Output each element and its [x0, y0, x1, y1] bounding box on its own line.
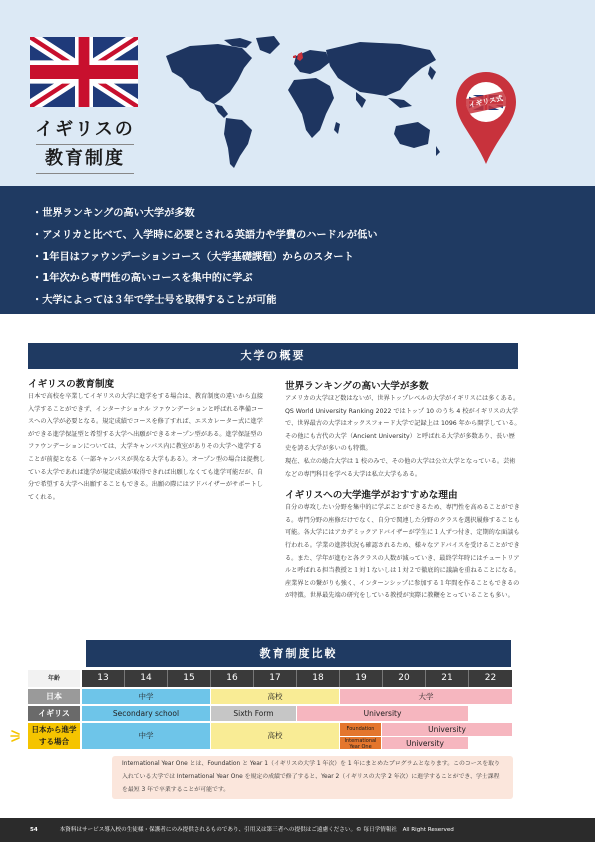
japan-high-school: 高校: [211, 689, 340, 704]
pathway-university-after-iyo: University: [382, 736, 469, 749]
pathway-middle-school: 中学: [82, 723, 211, 749]
page-footer: [0, 818, 595, 842]
age-cell: 13: [82, 670, 125, 687]
uk-secondary-school: Secondary school: [82, 706, 211, 721]
international-year-one-note: International Year One とは、Foundation と Year 1（イギリスの大学 1 年次）を 1 年にまとめたプログラムとなります。このコースを取り入れている大学では International Year One を規定の成績で修了すると、Year 2（イギリスの大学 2 年次）に進学することができ、学士課程を最短 3 年で卒業することが可能です。: [112, 756, 513, 799]
copyright-text: 本資料はサービス導入校の生徒様・保護者にのみ提供されるものであり、引用又は第三者への提供はご遠慮ください。© 毎日学情報社 All Right Reserved: [59, 827, 454, 833]
pathway-high-school: 高校: [211, 723, 340, 749]
age-cell: 22: [469, 670, 512, 687]
title-divider: [36, 144, 134, 145]
row-label-japan: 日本: [28, 689, 80, 704]
comparison-heading: 教育制度比較: [86, 640, 511, 667]
page-title: [30, 118, 140, 176]
age-cell: 21: [426, 670, 469, 687]
feature-item: ・ 世界ランキングの高い大学が多数: [32, 203, 595, 225]
uk-university: University: [297, 706, 469, 721]
overview-heading: 大学の概要: [28, 343, 518, 369]
world-map: [160, 34, 450, 174]
pin-label: イギリス式: [465, 91, 507, 114]
age-cell: 17: [254, 670, 297, 687]
education-system-body: 日本で高校を卒業してイギリスの大学に進学をする場合は、教育制度の違いから直接入学することができず、インターナショナル ファウンデーションと呼ばれる準備コースへの入学が必要となる。規定成績でコースを修了すれば、エスカレーター式に進学ができる進学保証型と希望する大学へ出願ができるオープン型がある。進学保証型のファウンデーションについては、大学キャンパス内に教室がありその大学へ進学することが前提となる（一部キャンパスが異なる大学もある）。オープン型の場合は提携している大学であれば進学が規定成績が取得できれば出願しなくても進学可能だが、自分で希望する大学へ出願することもできる。出願の際にはアドバイザーがサポートしてくれる。: [28, 393, 266, 501]
title-divider-bottom: [36, 173, 134, 174]
pathway-foundation: Foundation: [340, 723, 382, 736]
page-number: 54: [30, 827, 38, 833]
age-cell: 19: [340, 670, 383, 687]
ranking-title: 世界ランキングの高い大学が多数: [285, 381, 429, 392]
union-jack-flag: [30, 37, 138, 107]
japan-middle-school: 中学: [82, 689, 211, 704]
attention-marks-icon: [10, 728, 26, 744]
age-header-row: [28, 670, 512, 687]
reasons-body: 自分の専攻したい分野を集中的に学ぶことができるため、専門性を高めることができる。専門分野の座修だけでなく、自分で関連した分野のクラスを選択履修することも可能。各大学にはアカデミックアドバイザーが学生に１人ずつ付き、定期的な面談も行われる。学業の進捗状況も確認されるため、様々なアドバイスを受けることができる。また、学年が進むと各クラスの人数が減っていき、最終学年時にはチュートリアルと呼ばれる担当教授と１対１ないしは１対２で徹底的に議論を重ねることになる。 産業界との繋がりも強く、インターンシップに参加する１年間を作ることもできるのが特徴。世界最先端の研究をしている教授が実際に教鞭をとっていることも多い。: [285, 504, 521, 600]
age-cell: 20: [383, 670, 426, 687]
pathway-international-year-one: International Year One: [340, 736, 382, 749]
feature-item: ・ 1年次から専門性の高いコースを集中的に学ぶ: [32, 268, 595, 290]
title-line-1: イギリスの: [35, 119, 135, 140]
title-line-2: 教育制度: [45, 148, 125, 169]
age-cell: 15: [168, 670, 211, 687]
japan-university: 大学: [340, 689, 512, 704]
overview-right-column: [285, 380, 521, 603]
row-label-from-japan: 日本から進学する場合: [28, 723, 80, 749]
feature-item: ・ 大学によっては３年で学士号を取得することが可能: [32, 290, 595, 312]
age-label: 年齢: [28, 670, 80, 687]
ranking-body: アメリカの大学ほど数はないが、世界トップレベルの大学がイギリスには多くある。QS World University Ranking 2022 ではトップ 10 のうち 4 校がイギリスの大学で、世界最古の大学はオックスフォード大学で記録上は 1096 年から開学している。その他にも古代の大学（Ancient University）と呼ばれる大学が多数あり、長い歴史を誇る大学が多いのも特徴。 現在、私立の総合大学は 1 校のみで、その他の大学は公立大学となっている。芸術などの専門科目を学べる大学は私立大学もある。: [285, 395, 521, 478]
overview-left-column: [28, 378, 266, 504]
age-cell: 18: [297, 670, 340, 687]
age-cell: 14: [125, 670, 168, 687]
pathway-university-after-foundation: University: [382, 723, 512, 736]
reasons-title: イギリスへの大学進学がおすすめな理由: [285, 490, 458, 502]
location-pin-badge: [454, 70, 518, 166]
feature-item: ・ 1年目はファウンデーションコース（大学基礎課程）からのスタート: [32, 247, 595, 269]
feature-item: ・ アメリカと比べて、入学時に必要とされる英語力や学費のハードルが低い: [32, 225, 595, 247]
uk-sixth-form: Sixth Form: [211, 706, 297, 721]
feature-band: [0, 186, 595, 314]
age-cell: 16: [211, 670, 254, 687]
row-label-uk: イギリス: [28, 706, 80, 721]
hero-header: [0, 0, 595, 186]
education-system-title: イギリスの教育制度: [28, 379, 115, 390]
